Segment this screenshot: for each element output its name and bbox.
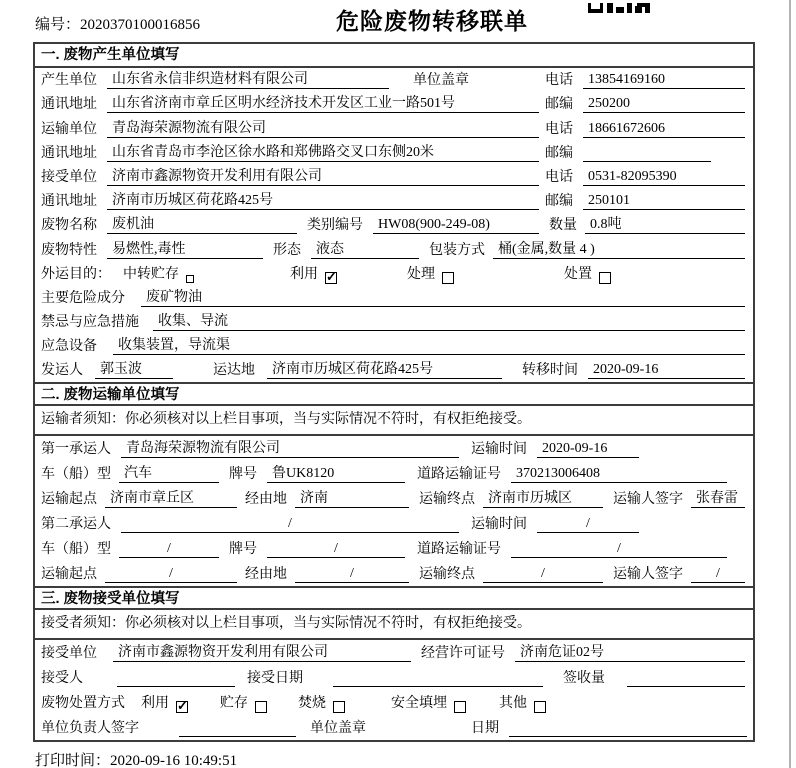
receive-unit3-value: 济南市鑫源物资开发利用有限公司 [113,641,411,662]
disposal-option-landfill: 安全填埋 [391,696,447,712]
vehicle1-label: 车（船）型 [41,467,111,483]
phone3-value: 0531-82095390 [583,169,745,186]
section1-header: 一. 废物产生单位填写 [35,44,753,68]
zip2-value [583,161,711,162]
section3-header: 三. 废物接受单位填写 [35,586,753,610]
sign1-label: 运输人签字 [613,492,683,508]
date-label: 日期 [471,721,500,737]
disposal-option-burn: 焚烧 [298,696,326,712]
quantity-label: 数量 [549,218,577,234]
row-vehicle2 [35,536,753,561]
page-title: 危险废物转移联单 [336,8,528,34]
purpose-label: 外运目的： [41,266,111,282]
row-responsible-sign [35,715,753,740]
hazard-label: 主要危险成分 [41,290,125,306]
carrier2-value: / [121,516,459,533]
quantity-value: 0.8吨 [585,213,745,234]
permit1-label: 道路运输证号 [417,467,501,483]
purpose-option-dispose: 处置 [564,266,592,282]
form-state-value: 液态 [311,238,419,259]
end2-label: 运输终点 [419,567,475,583]
page-edge-line [789,0,791,768]
received-qty-value [627,686,745,687]
waste-trait-value: 易燃性,毒性 [107,238,263,259]
receive-unit-value: 济南市鑫源物资开发利用有限公司 [107,165,539,186]
row-equipment [35,334,753,358]
row-consignor [35,358,753,382]
consignor-label: 发运人 [41,363,83,379]
print-time-label: 打印时间： [35,753,111,768]
address2-value: 山东省青岛市李沧区徐水路和郑佛路交叉口东侧20米 [107,141,539,162]
row-purpose [35,262,753,286]
print-time [35,749,237,768]
carrier1-label: 第一承运人 [41,442,111,458]
packing-label: 包装方式 [429,242,485,258]
address1-label: 通讯地址 [41,97,97,113]
phone2-value: 18661672606 [583,121,745,138]
row-transport-unit [35,116,753,140]
disposal-label: 废物处置方式 [41,696,125,712]
waste-trait-label: 废物特性 [41,242,97,258]
end1-value: 济南市历城区 [483,487,603,508]
row-hazard [35,286,753,310]
permit2-value: / [511,541,727,558]
via1-value: 济南 [295,487,409,508]
section2-notice: 运输者须知：你必须核对以上栏目事项，当与实际情况不符时，有权拒绝接受。 [35,406,753,436]
zip3-label: 邮编 [545,194,573,210]
responsible-sign-value [179,736,296,737]
license-label: 经营许可证号 [421,646,505,662]
row-address2 [35,141,753,165]
destination-label: 运达地 [213,363,255,379]
produce-unit-value: 山东省永信非织造材料有限公司 [107,68,389,89]
transport-unit-label: 运输单位 [41,121,97,137]
via1-label: 经由地 [245,492,287,508]
form-state-label: 形态 [273,242,301,258]
vehicle2-value: / [119,541,219,558]
zip1-value: 250200 [583,96,745,113]
serial-number [35,13,200,34]
zip2-label: 邮编 [545,145,573,161]
equipment-label: 应急设备 [41,339,97,355]
checkbox-utilize [325,272,337,284]
waste-name-label: 废物名称 [41,218,97,234]
address3-value: 济南市历城区荷花路425号 [107,189,539,210]
permit1-value: 370213006408 [511,466,727,483]
vehicle1-value: 汽车 [119,462,219,483]
origin1-label: 运输起点 [41,492,97,508]
equipment-value: 收集装置，导流渠 [113,334,745,355]
stamp-note3: 单位盖章 [310,721,367,737]
time1-label: 运输时间 [471,442,527,458]
origin1-value: 济南市章丘区 [105,487,237,508]
phone3-label: 电话 [545,169,573,185]
disposal-option-utilize: 利用 [141,696,169,712]
disposal-option-other: 其他 [499,696,527,712]
category-code-label: 类别编号 [307,218,363,234]
print-time-value: 2020-09-16 10:49:51 [110,753,238,768]
receive-date-label: 接受日期 [247,671,303,687]
row-carrier1 [35,436,753,461]
receive-unit-label: 接受单位 [41,169,97,185]
phone2-label: 电话 [545,121,573,137]
checkbox-disposal-burn [333,701,345,713]
receiver-label: 接受人 [41,671,83,687]
end2-value: / [483,566,603,583]
row-carrier2 [35,511,753,536]
destination-value: 济南市历城区荷花路425号 [267,358,502,379]
address1-value: 山东省济南市章丘区明水经济技术开发区工业一路501号 [107,92,539,113]
packing-value: 桶(金属,数量 4 ) [493,238,745,259]
serial-label: 编号： [35,17,81,33]
responsible-sign-label: 单位负责人签字 [41,721,139,737]
qr-code-fragment [588,0,650,10]
transfer-time-label: 转移时间 [522,363,578,379]
row-taboo [35,310,753,334]
checkbox-storage [186,275,194,283]
phone1-label: 电话 [545,73,573,89]
manifest-form [33,42,755,742]
address2-label: 通讯地址 [41,145,97,161]
taboo-value: 收集、导流 [153,310,745,331]
carrier2-label: 第二承运人 [41,517,111,533]
carrier1-value: 青岛海荣源物流有限公司 [121,437,459,458]
receive-unit3-label: 接受单位 [41,646,97,662]
license-value: 济南危证02号 [515,641,745,662]
checkbox-disposal-store [255,701,267,713]
sign2-label: 运输人签字 [613,567,683,583]
section3-notice: 接受者须知：你必须核对以上栏目事项，当与实际情况不符时，有权拒绝接受。 [35,610,753,640]
receive-date-value [333,686,543,687]
checkbox-disposal-other [534,701,546,713]
row-route1 [35,486,753,511]
zip1-label: 邮编 [545,97,573,113]
waste-name-value: 废机油 [107,213,297,234]
time2-value: / [537,516,639,533]
row-route2 [35,561,753,586]
phone1-value: 13854169160 [583,72,745,89]
time2-label: 运输时间 [471,517,527,533]
vehicle2-label: 车（船）型 [41,542,111,558]
address3-label: 通讯地址 [41,194,97,210]
checkbox-dispose [599,272,611,284]
transfer-time-value: 2020-09-16 [588,362,745,379]
section2-header: 二. 废物运输单位填写 [35,382,753,406]
plate2-value: / [267,541,405,558]
checkbox-disposal-landfill [454,701,466,713]
sign1-value: 张春雷 [691,487,745,508]
row-receive-unit3 [35,640,753,665]
produce-unit-label: 产生单位 [41,73,97,89]
receiver-value [117,686,235,687]
disposal-option-store: 贮存 [220,696,248,712]
row-receive-unit [35,165,753,189]
row-address3 [35,189,753,213]
purpose-option-treat: 处理 [407,266,435,282]
stamp-note: 单位盖章 [413,73,469,89]
origin2-value: / [105,566,237,583]
received-qty-label: 签收量 [563,671,605,687]
row-address1 [35,92,753,116]
row-disposal [35,690,753,715]
hazard-value: 废矿物油 [141,286,745,307]
permit2-label: 道路运输证号 [417,542,501,558]
checkbox-disposal-utilize [176,701,188,713]
origin2-label: 运输起点 [41,567,97,583]
plate1-label: 牌号 [229,467,257,483]
purpose-option-utilize: 利用 [290,266,318,282]
end1-label: 运输终点 [419,492,475,508]
serial-value: 2020370100016856 [80,17,201,33]
row-receiver [35,665,753,690]
plate1-value: 鲁UK8120 [267,462,405,483]
purpose-option-storage: 中转贮存 [123,266,179,282]
plate2-label: 牌号 [229,542,257,558]
row-waste-name [35,213,753,237]
row-produce-unit [35,68,753,92]
checkbox-treat [442,272,454,284]
transport-unit-value: 青岛海荣源物流有限公司 [107,117,539,138]
row-vehicle1 [35,461,753,486]
category-code-value: HW08(900-249-08) [373,217,539,234]
date-value [509,736,747,737]
zip3-value: 250101 [583,193,745,210]
via2-label: 经由地 [245,567,287,583]
taboo-label: 禁忌与应急措施 [41,315,139,331]
consignor-value: 郭玉波 [95,358,173,379]
sign2-value: / [691,566,745,583]
row-waste-trait [35,237,753,261]
via2-value: / [295,566,409,583]
time1-value: 2020-09-16 [537,441,639,458]
